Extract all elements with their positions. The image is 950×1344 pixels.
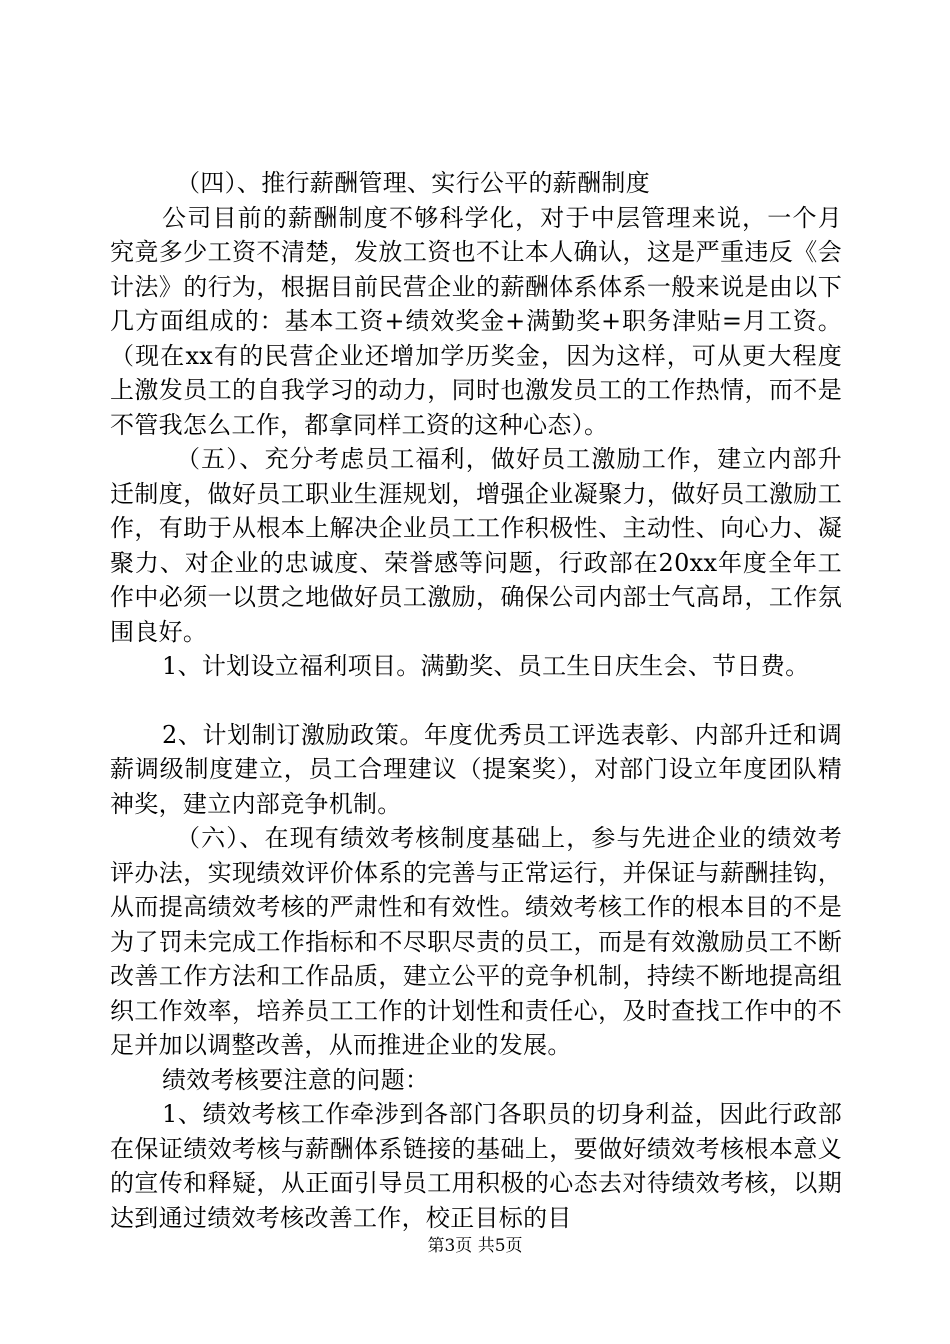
section-heading-four: （四）、推行薪酬管理、实行公平的薪酬制度 — [176, 169, 650, 197]
paragraph-issues-heading: 绩效考核要注意的问题： — [162, 1065, 430, 1094]
page-footer: 第3页 共5页 — [427, 1236, 523, 1256]
paragraph-section-five: （五）、充分考虑员工福利，做好员工激励工作，建立内部升迁制度，做好员工职业生涯规划，增强企业凝聚力，做好员工激励工作，有助于从根本上解决企业员工工作积极性、主动性、向心力、凝聚力、对企业的忠诚度、荣誉感等问题，行政部在20xx年度全年工作中必须一以贯之地做好员工激励，确保公司内部士气高昂，工作氛围良好。 — [110, 445, 842, 646]
paragraph-issue-one: 1、绩效考核工作牵涉到各部门各职员的切身利益，因此行政部在保证绩效考核与薪酬体系链接的基础上，要做好绩效考核根本意义的宣传和释疑，从正面引导员工用积极的心态去对待绩效考核，以期达到通过绩效考核改善工作，校正目标的目 — [110, 1100, 842, 1232]
paragraph-incentive-policy: 2、计划制订激励政策。年度优秀员工评选表彰、内部升迁和调薪调级制度建立，员工合理建议（提案奖），对部门设立年度团队精神奖，建立内部竞争机制。 — [110, 720, 842, 818]
document-body — [110, 166, 842, 1235]
paragraph-salary-system: 公司目前的薪酬制度不够科学化，对于中层管理来说，一个月究竟多少工资不清楚，发放工资也不让本人确认，这是严重违反《会计法》的行为，根据目前民营企业的薪酬体系体系一般来说是由以下几方面组成的：基本工资+绩效奖金+满勤奖+职务津贴=月工资。（现在xx有的民营企业还增加学历奖金，因为这样，可从更大程度上激发员工的自我学习的动力，同时也激发员工的工作热情，而不是不管我怎么工作，都拿同样工资的这种心态）。 — [110, 203, 842, 439]
paragraph-section-six: （六）、在现有绩效考核制度基础上，参与先进企业的绩效考评办法，实现绩效评价体系的完善与正常运行，并保证与薪酬挂钩，从而提高绩效考核的严肃性和有效性。绩效考核工作的根本目的不是为了罚未完成工作指标和不尽职尽责的员工，而是有效激励员工不断改善工作方法和工作品质，建立公平的竞争机制，持续不断地提高组织工作效率，培养员工工作的计划性和责任心，及时查找工作中的不足并加以调整改善，从而推进企业的发展。 — [110, 824, 842, 1059]
paragraph-welfare-items: 1、计划设立福利项目。满勤奖、员工生日庆生会、节日费。 — [162, 652, 810, 680]
